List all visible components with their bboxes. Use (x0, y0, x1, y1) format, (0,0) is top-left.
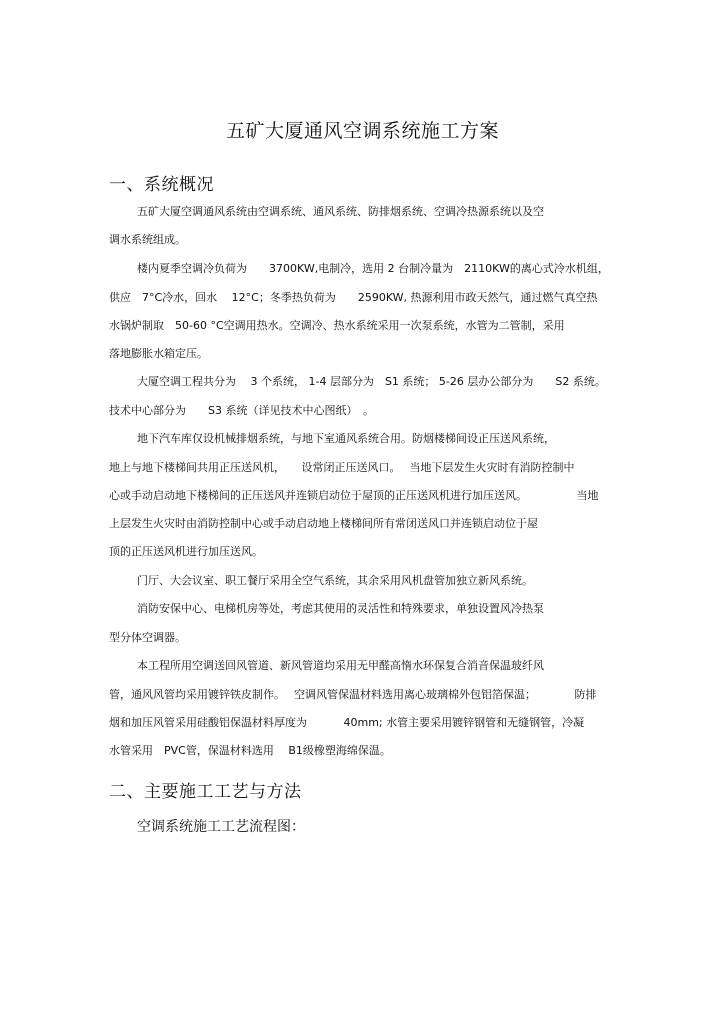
paragraph-line: 门厅、大会议室、职工餐厅采用全空气系统，其余采用风机盘管加独立新风系统。 (137, 574, 533, 587)
paragraph-line: 大厦空调工程共分为 3 个系统， 1-4 层部分为 S1 系统； 5-26 层办公部分为 S2 系统。 (137, 375, 606, 388)
page-title: 五矿大厦通风空调系统施工方案 (225, 120, 499, 142)
paragraph-line: 五矿大厦空调通风系统由空调系统、通风系统、防排烟系统、空调冷热源系统以及空 (137, 205, 544, 218)
paragraph-line: 落地膨胀水箱定压。 (109, 347, 208, 360)
paragraph-line: 心或手动启动地下楼梯间的正压送风并连锁启动位于屋顶的正压送风机进行加压送风。 当地 (109, 489, 599, 502)
paragraph-line: 管，通风风管均采用镀锌铁皮制作。 空调风管保温材料选用离心玻璃棉外包铝箔保温； 防排 (109, 688, 597, 701)
paragraph-line: 地上与地下楼梯间共用正压送风机， 设常闭正压送风口。 当地下层发生火灾时有消防控制中 (109, 461, 575, 474)
paragraph-line: 供应 7°C冷水，回水 12°C；冬季热负荷为 2590KW, 热源利用市政天然气，通过燃气真空热 (109, 291, 598, 304)
paragraph-line: 楼内夏季空调冷负荷为 3700KW,电制冷，选用 2 台制冷量为 2110KW的离心式冷水机组， (137, 262, 609, 275)
paragraph-line: 消防安保中心、电梯机房等处，考虑其使用的灵活性和特殊要求，单独设置风冷热泵 (137, 602, 544, 615)
paragraph-line: 调水系统组成。 (109, 233, 186, 246)
paragraph-line: 烟和加压风管采用硅酸铝保温材料厚度为 40mm; 水管主要采用镀锌钢管和无缝钢管，冷凝 (109, 716, 585, 729)
paragraph-line: 水锅炉制取 50-60 °C空调用热水。空调冷、热水系统采用一次泵系统，水管为二管制，采用 (109, 319, 565, 332)
subsection-heading: 空调系统施工工艺流程图： (137, 819, 305, 835)
section-heading-overview: 一、系统概况 (109, 175, 214, 195)
paragraph-line: 顶的正压送风机进行加压送风。 (109, 545, 263, 558)
paragraph-line: 上层发生火灾时由消防控制中心或手动启动地上楼梯间所有常闭送风口并连锁启动位于屋 (109, 517, 538, 530)
paragraph-line: 技术中心部分为 S3 系统（详见技术中心图纸） 。 (109, 404, 374, 417)
paragraph-line: 水管采用 PVC管，保温材料选用 B1级橡塑海绵保温。 (109, 744, 391, 757)
section-heading-methods: 二、主要施工工艺与方法 (109, 782, 302, 802)
paragraph-line: 本工程所用空调送回风管道、新风管道均采用无甲醛高惰水环保复合消音保温玻纤风 (137, 659, 544, 672)
paragraph-line: 地下汽车库仅设机械排烟系统，与地下室通风系统合用。防烟楼梯间设正压送风系统， (137, 432, 555, 445)
paragraph-line: 型分体空调器。 (109, 631, 186, 644)
